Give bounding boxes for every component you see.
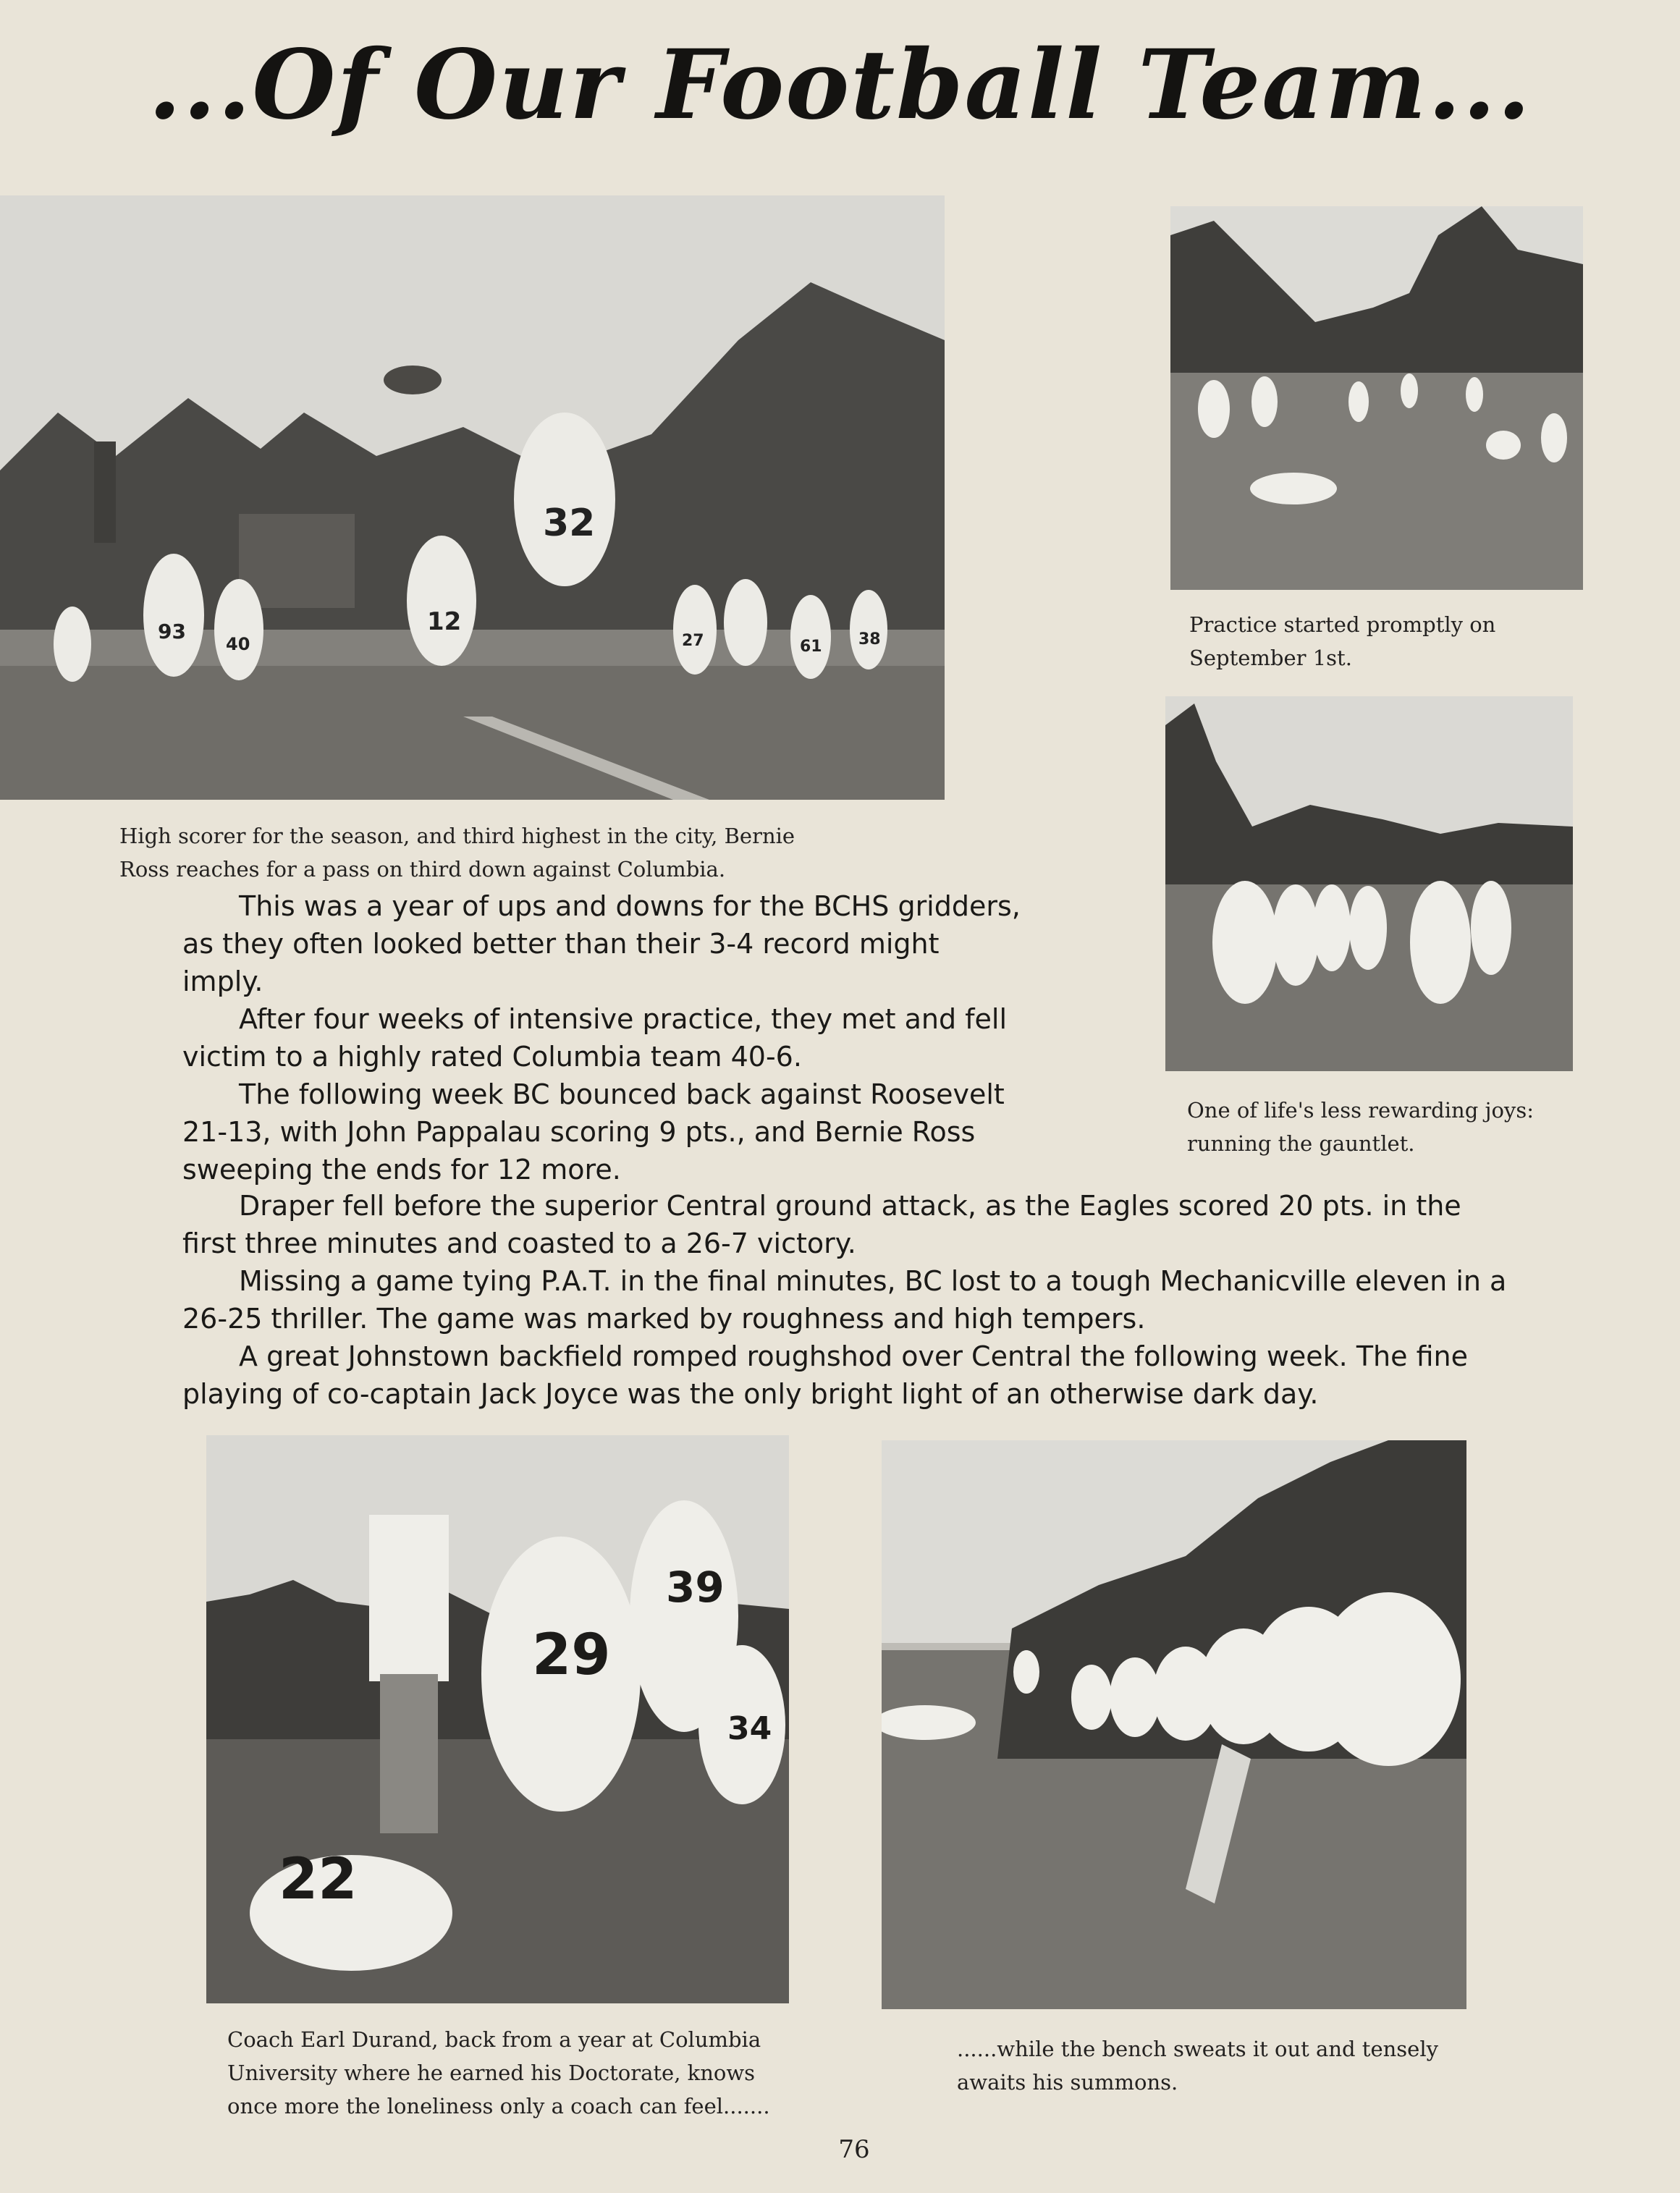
practice-photo-scene	[1170, 206, 1583, 590]
main-game-photo	[0, 195, 945, 800]
jersey-number-38: 38	[858, 630, 881, 648]
jersey-number-22: 22	[279, 1847, 358, 1912]
article-paragraph: Draper fell before the superior Central ground attack, as the Eagles scored 20 pts. in the first three minutes and coasted to a 26-7 victory.	[182, 1190, 1461, 1259]
jersey-number-29: 29	[532, 1623, 611, 1688]
bench-photo-scene	[882, 1440, 1466, 2009]
article-paragraph: After four weeks of intensive practice, they met and fell victim to a highly rated Columbia team 40-6.	[182, 1003, 1008, 1073]
practice-photo	[1170, 206, 1583, 590]
jersey-number-27: 27	[682, 632, 704, 650]
article-lower	[182, 1187, 1521, 1413]
main-photo-caption: High scorer for the season, and third highest in the city, Bernie Ross reaches for a pass on third down against Columbia.	[119, 824, 795, 882]
coach-photo-caption: Coach Earl Durand, back from a year at Columbia University where he earned his Doctorate, knows once more the loneliness only a coach can feel.......	[227, 2027, 770, 2118]
bench-photo-caption: ......while the bench sweats it out and tensely awaits his summons.	[957, 2037, 1439, 2095]
gauntlet-photo-caption: One of life's less rewarding joys: running the gauntlet.	[1187, 1098, 1534, 1156]
article-paragraph: This was a year of ups and downs for the BCHS gridders, as they often looked better than their 3-4 record might imply.	[182, 890, 1021, 997]
jersey-number-61: 61	[800, 638, 822, 656]
gauntlet-photo	[1165, 696, 1573, 1071]
coach-photo-scene	[206, 1435, 789, 2003]
practice-photo-caption: Practice started promptly on September 1st.	[1189, 612, 1496, 670]
bench-photo	[882, 1440, 1466, 2009]
jersey-number-40: 40	[226, 634, 250, 654]
page-number: 76	[838, 2135, 870, 2164]
article-paragraph: The following week BC bounced back against Roosevelt 21-13, with John Pappalau scoring 9 pts., and Bernie Ross sweeping the ends for 12 more.	[182, 1078, 1005, 1186]
gauntlet-photo-scene	[1165, 696, 1573, 1071]
football	[384, 366, 442, 394]
jersey-number-12: 12	[427, 607, 462, 636]
page-title: ...Of Our Football Team...	[148, 29, 1532, 141]
article-paragraph: Missing a game tying P.A.T. in the final minutes, BC lost to a tough Mechanicville eleven in a 26-25 thriller. The game was marked by roughness and high tempers.	[182, 1265, 1507, 1335]
jersey-number-32: 32	[543, 502, 596, 545]
jersey-number-34: 34	[727, 1710, 772, 1747]
jersey-number-39: 39	[666, 1563, 725, 1612]
article-paragraph: A great Johnstown backfield romped roughshod over Central the following week. The fine playing of co-captain Jack Joyce was the only bright light of an otherwise dark day.	[182, 1340, 1468, 1410]
article-upper	[182, 887, 1021, 1188]
coach-photo	[206, 1435, 789, 2003]
jersey-number-93: 93	[158, 620, 186, 643]
main-game-photo-scene	[0, 195, 945, 800]
